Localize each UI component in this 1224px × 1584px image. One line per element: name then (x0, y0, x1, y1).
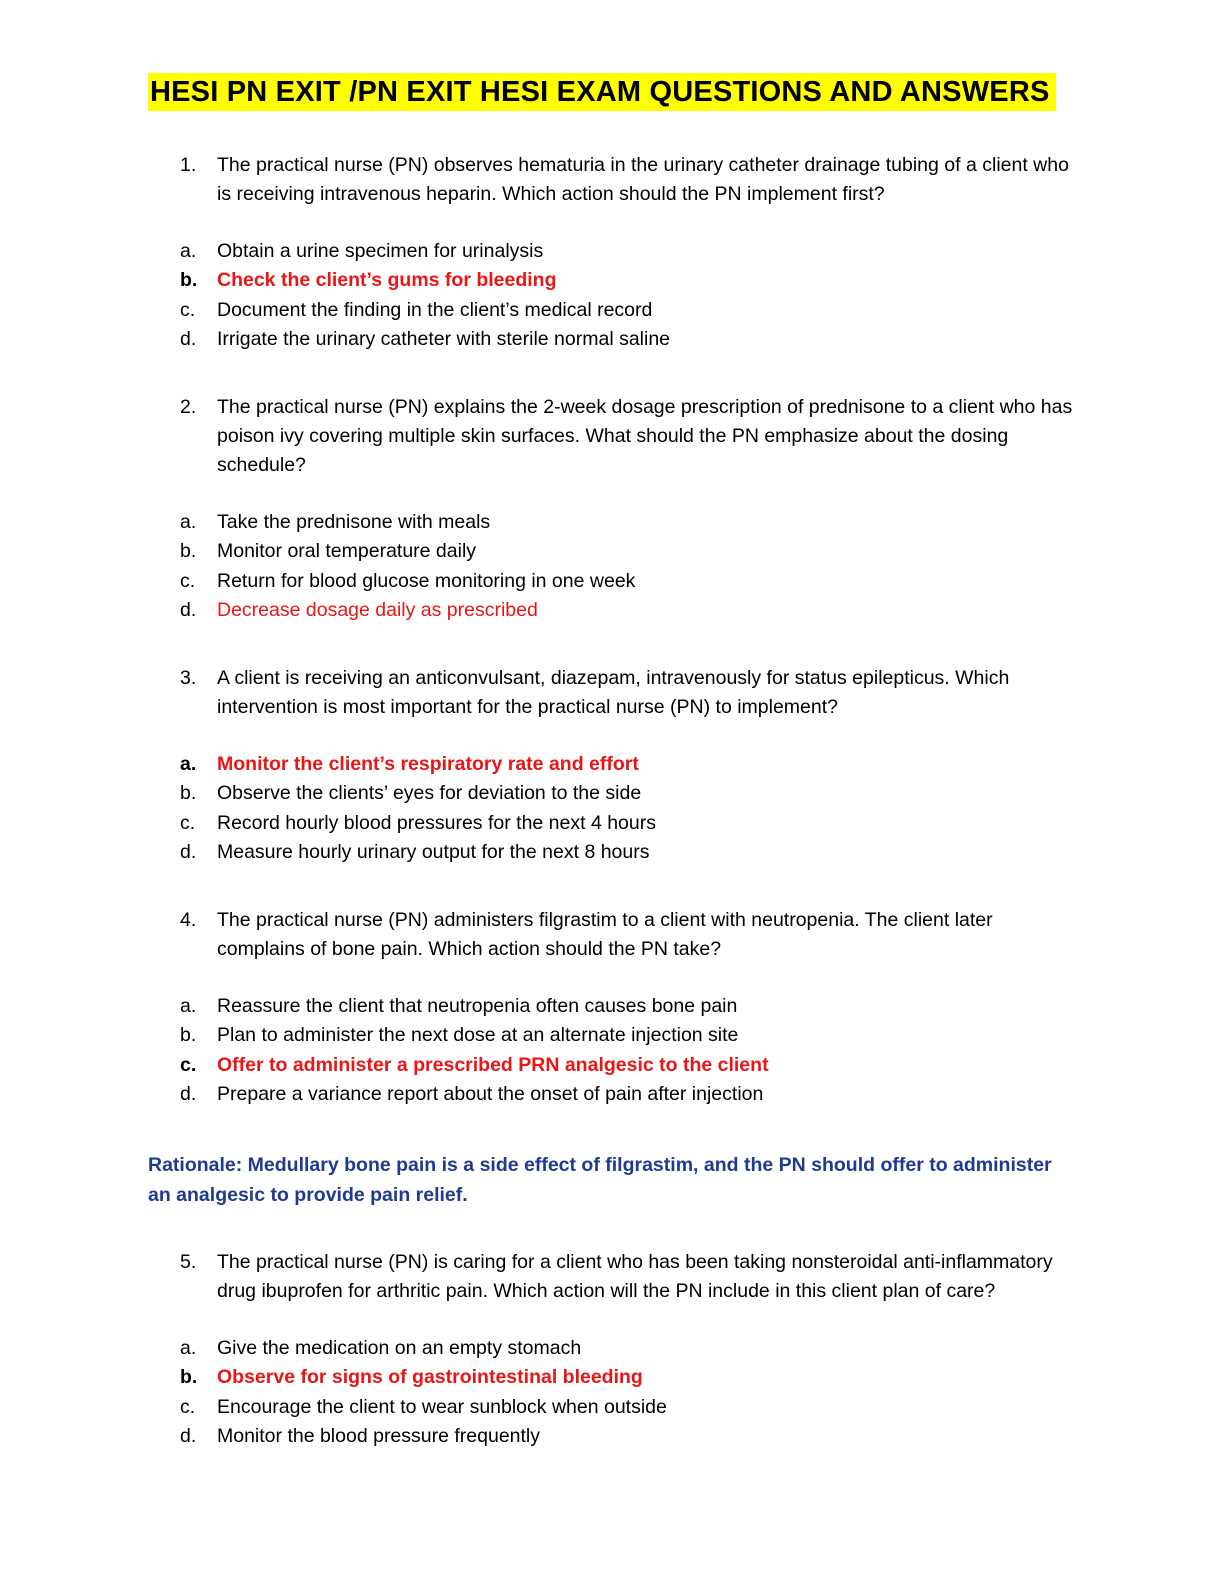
option-letter: c. (180, 1395, 196, 1418)
question (180, 1248, 1076, 1306)
option-letter: a. (180, 994, 197, 1017)
question-number: 2. (180, 395, 197, 418)
question-number: 3. (180, 666, 197, 689)
option-text: Measure hourly urinary output for the next 8 hours (217, 841, 650, 864)
options-list (180, 237, 1076, 355)
question (180, 151, 1076, 209)
question-text: The practical nurse (PN) observes hematuria in the urinary catheter drainage tubing of a client who is receiving intravenous heparin. Which action should the PN implement first? (217, 153, 1069, 205)
option-letter: c. (180, 569, 196, 592)
option-letter: d. (180, 1425, 197, 1448)
answer-option (180, 1334, 1076, 1364)
answer-option (180, 779, 1076, 809)
answer-option (180, 237, 1076, 267)
option-text: Monitor the client’s respiratory rate and effort (217, 752, 639, 775)
option-letter: b. (180, 540, 197, 563)
answer-option (180, 809, 1076, 839)
answer-option (180, 325, 1076, 355)
option-text: Irrigate the urinary catheter with sterile normal saline (217, 328, 671, 351)
option-text: Check the client’s gums for bleeding (217, 269, 557, 292)
question-text: The practical nurse (PN) administers filgrastim to a client with neutropenia. The client later complains of bone pain. Which action should the PN take? (217, 908, 993, 960)
questions (148, 151, 1076, 1452)
option-text: Give the medication on an empty stomach (217, 1336, 582, 1359)
answer-option (180, 1422, 1076, 1452)
option-text: Take the prednisone with meals (217, 510, 491, 533)
option-letter: a. (180, 510, 197, 533)
question (180, 664, 1076, 722)
options-list (180, 992, 1076, 1110)
answer-option (180, 1080, 1076, 1110)
option-text: Record hourly blood pressures for the next 4 hours (217, 811, 656, 834)
option-text: Monitor the blood pressure frequently (217, 1425, 541, 1448)
option-letter: a. (180, 752, 197, 775)
option-text: Observe for signs of gastrointestinal bleeding (217, 1366, 643, 1389)
answer-option (180, 537, 1076, 567)
question-text: The practical nurse (PN) is caring for a client who has been taking nonsteroidal anti-inflammatory drug ibuprofen for arthritic pain. Which action will the PN include in this client plan of care? (217, 1250, 1053, 1302)
option-text: Plan to administer the next dose at an alternate injection site (217, 1024, 739, 1047)
question-number: 5. (180, 1250, 197, 1273)
option-letter: c. (180, 1053, 197, 1076)
answer-option (180, 1021, 1076, 1051)
answer-option (180, 1051, 1076, 1081)
option-text: Monitor oral temperature daily (217, 540, 477, 563)
option-text: Observe the clients’ eyes for deviation to the side (217, 782, 642, 805)
options-list (180, 508, 1076, 626)
option-letter: b. (180, 1024, 197, 1047)
option-text: Decrease dosage daily as prescribed (217, 599, 538, 622)
answer-option (180, 838, 1076, 868)
answer-option (180, 508, 1076, 538)
option-letter: d. (180, 599, 197, 622)
answer-option (180, 1363, 1076, 1393)
option-text: Obtain a urine specimen for urinalysis (217, 239, 544, 262)
option-letter: b. (180, 1366, 198, 1389)
question (180, 906, 1076, 964)
option-letter: d. (180, 328, 197, 351)
question-number: 1. (180, 153, 197, 176)
answer-option (180, 567, 1076, 597)
option-letter: c. (180, 298, 196, 321)
options-list (180, 750, 1076, 868)
option-text: Return for blood glucose monitoring in one week (217, 569, 636, 592)
option-letter: b. (180, 269, 198, 292)
answer-option (180, 992, 1076, 1022)
page-title: HESI PN EXIT /PN EXIT HESI EXAM QUESTIONS AND ANSWERS (148, 73, 1056, 111)
answer-option (180, 266, 1076, 296)
answer-option (180, 296, 1076, 326)
question-text: A client is receiving an anticonvulsant, diazepam, intravenously for status epilepticus. Which intervention is most important for the practical nurse (PN) to implement? (217, 666, 1010, 718)
option-text: Document the finding in the client’s medical record (217, 298, 653, 321)
question-text: The practical nurse (PN) explains the 2-week dosage prescription of prednisone to a client who has poison ivy covering multiple skin surfaces. What should the PN emphasize about the dosing schedule? (217, 395, 1073, 476)
option-letter: d. (180, 1083, 197, 1106)
question (180, 393, 1076, 480)
option-letter: d. (180, 841, 197, 864)
option-text: Prepare a variance report about the onset of pain after injection (217, 1083, 764, 1106)
option-letter: b. (180, 782, 197, 805)
answer-option (180, 596, 1076, 626)
option-letter: c. (180, 811, 196, 834)
answer-option (180, 1393, 1076, 1423)
rationale: Rationale: Medullary bone pain is a side effect of filgrastim, and the PN should offer to administer an analgesic to provide pain relief. (148, 1153, 1052, 1206)
option-text: Reassure the client that neutropenia often causes bone pain (217, 994, 738, 1017)
option-letter: a. (180, 239, 197, 262)
option-text: Offer to administer a prescribed PRN analgesic to the client (217, 1053, 769, 1076)
option-text: Encourage the client to wear sunblock when outside (217, 1395, 667, 1418)
question-number: 4. (180, 908, 197, 931)
answer-option (180, 750, 1076, 780)
options-list (180, 1334, 1076, 1452)
option-letter: a. (180, 1336, 197, 1359)
